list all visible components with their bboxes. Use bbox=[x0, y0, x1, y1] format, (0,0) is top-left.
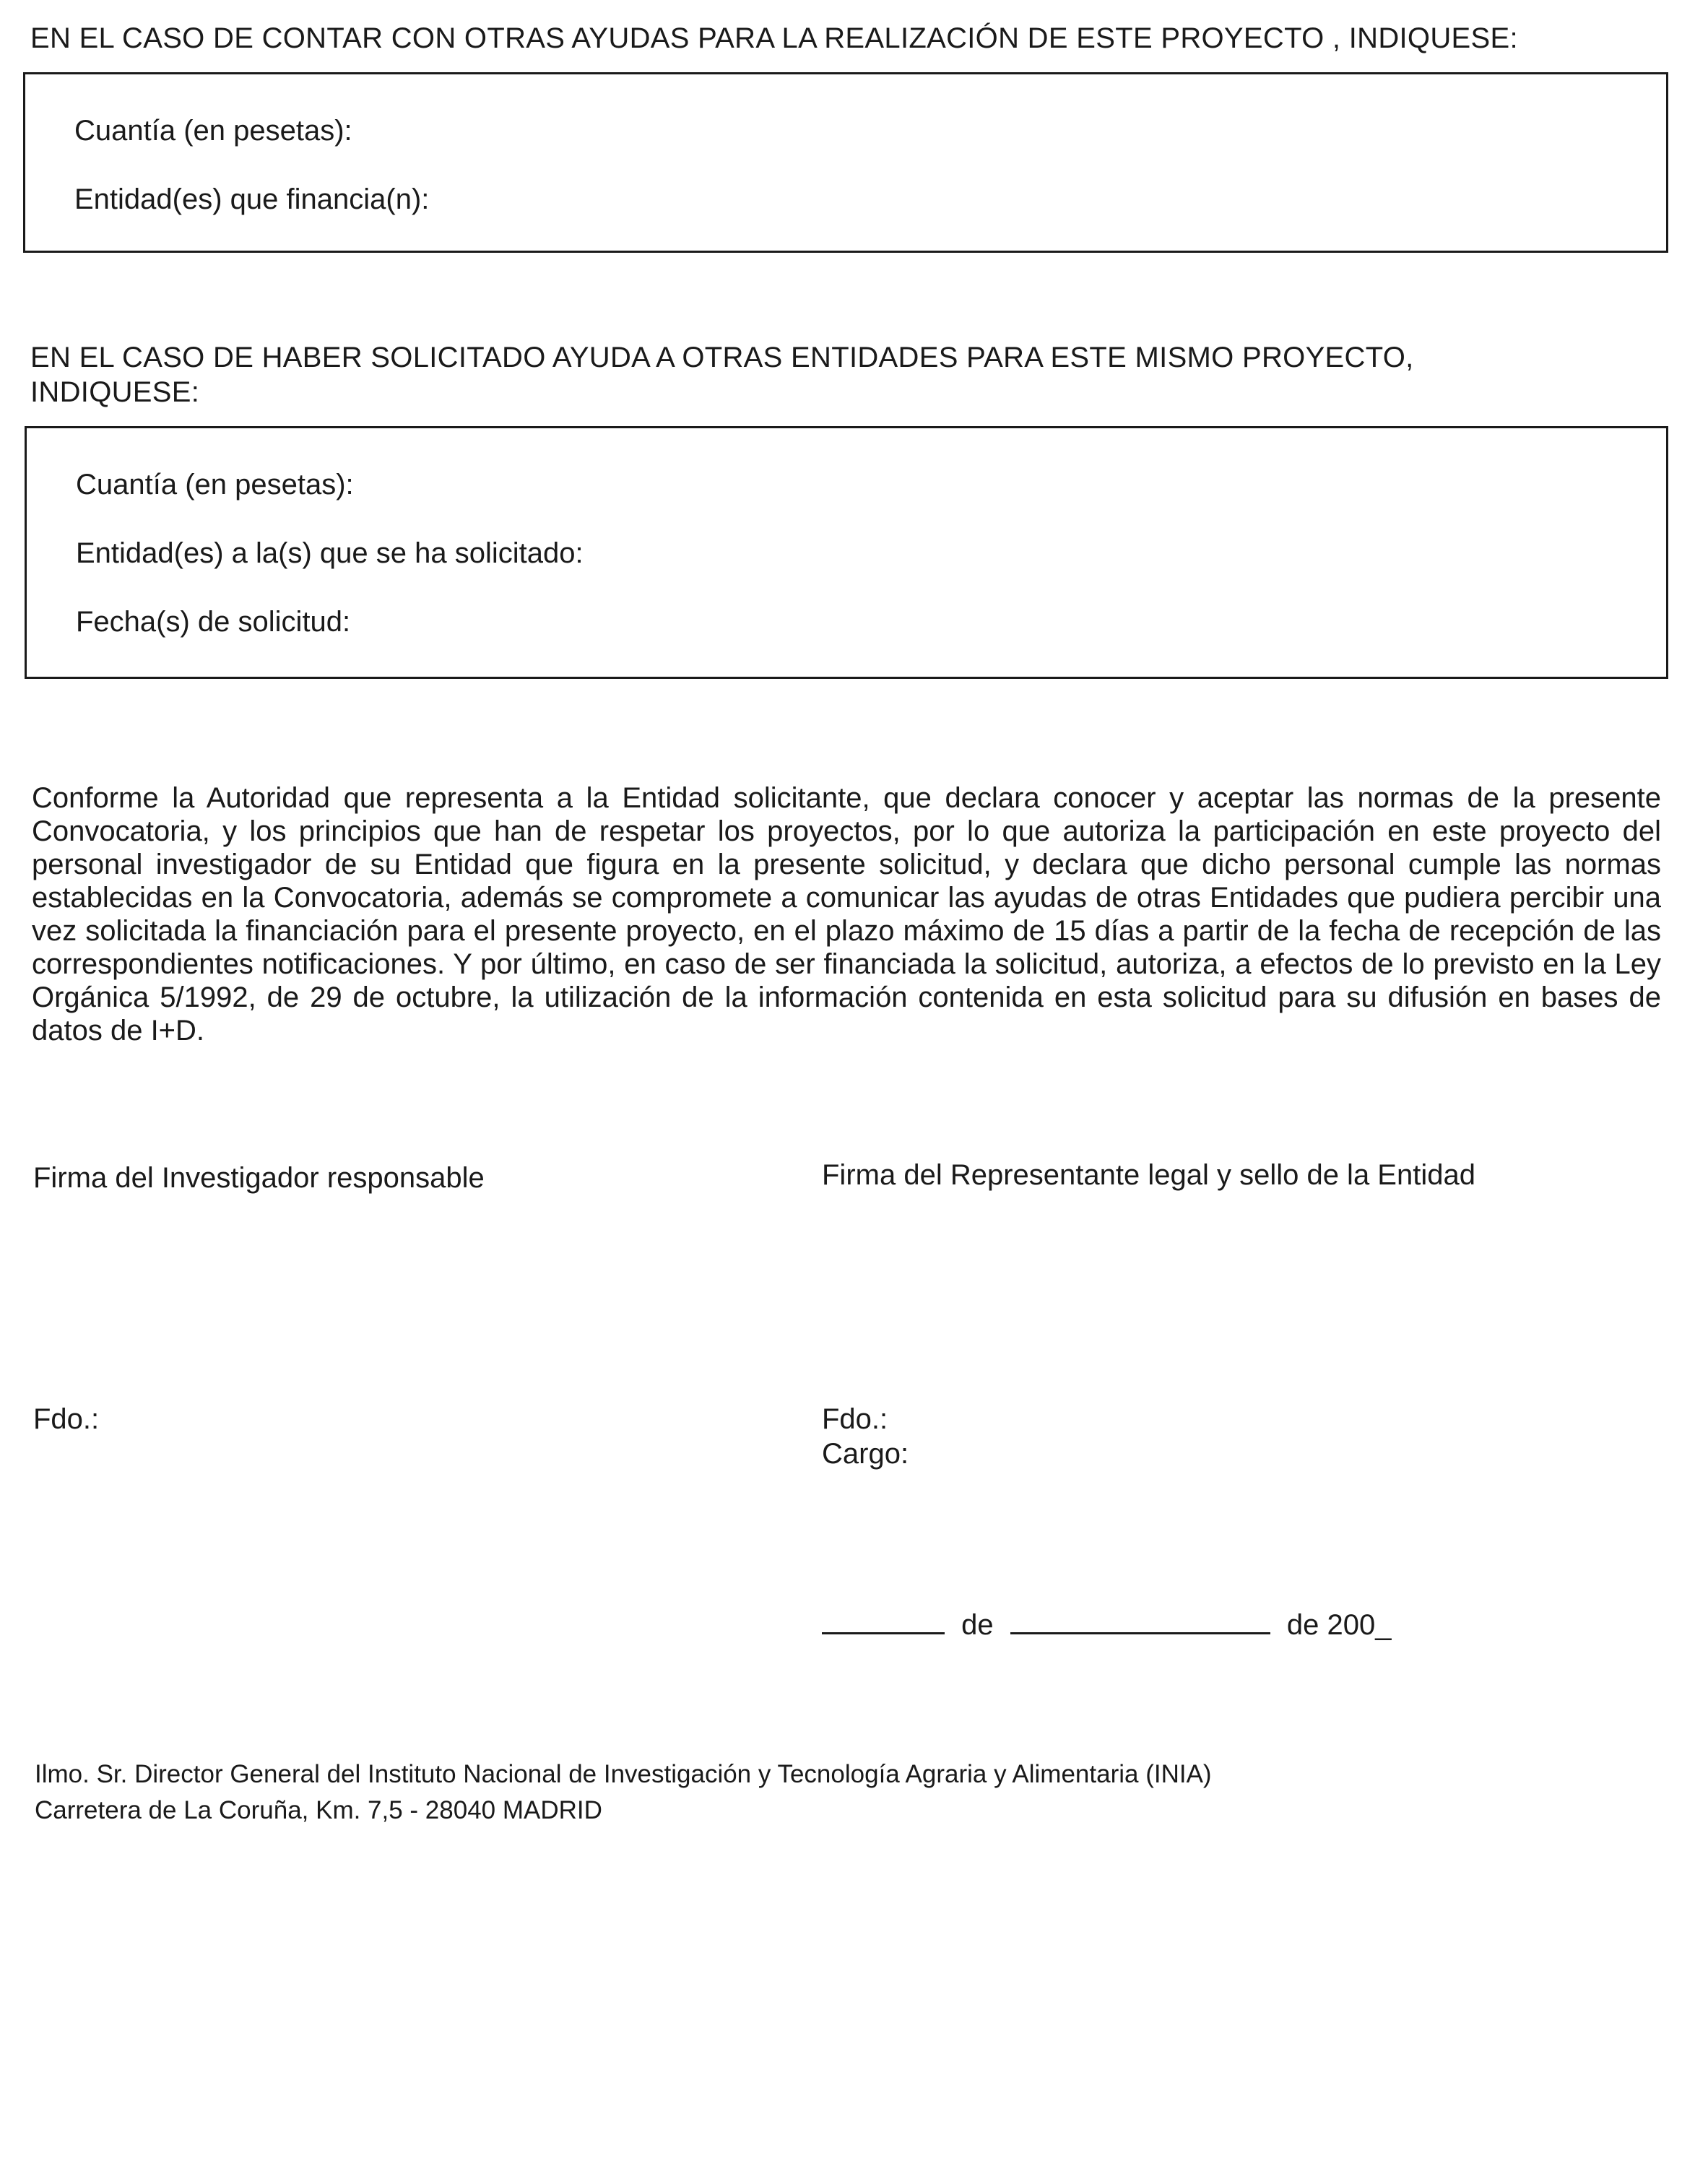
investigator-fdo-label: Fdo.: bbox=[33, 1403, 100, 1435]
date-de-1: de bbox=[961, 1609, 994, 1641]
section2-heading-line1: EN EL CASO DE HABER SOLICITADO AYUDA A OTRAS ENTIDADES PARA ESTE MISMO PROYECTO, bbox=[30, 342, 1414, 373]
month-blank[interactable] bbox=[1010, 1606, 1270, 1634]
day-blank[interactable] bbox=[822, 1606, 945, 1634]
requested-amount-field-label: Cuantía (en pesetas): bbox=[76, 469, 354, 500]
date-line bbox=[822, 1606, 1391, 1642]
request-date-field-label: Fecha(s) de solicitud: bbox=[76, 606, 351, 638]
amount-field-label: Cuantía (en pesetas): bbox=[74, 115, 352, 147]
requested-funding-box bbox=[25, 426, 1668, 679]
date-de-2: de 200_ bbox=[1286, 1609, 1392, 1641]
representative-signature-title: Firma del Representante legal y sello de la Entidad bbox=[822, 1159, 1475, 1191]
address-line: Carretera de La Coruña, Km. 7,5 - 28040 MADRID bbox=[35, 1796, 602, 1824]
representative-cargo-label: Cargo: bbox=[822, 1438, 909, 1470]
requested-entity-field-label: Entidad(es) a la(s) que se ha solicitado: bbox=[76, 537, 584, 569]
other-funding-box bbox=[23, 72, 1668, 253]
addressee-line: Ilmo. Sr. Director General del Instituto Nacional de Investigación y Tecnología Agraria y Alimentaria (INIA) bbox=[35, 1760, 1212, 1788]
investigator-signature-title: Firma del Investigador responsable bbox=[33, 1162, 485, 1194]
declaration-paragraph: Conforme la Autoridad que representa a la Entidad solicitante, que declara conocer y aceptar las normas de la presente Convocatoria, y los principios que han de respetar los proyectos, por lo que autoriza la participación en este proyecto del personal investigador de su Entidad que figura en la presente solicitud, y declara que dicho personal cumple las normas establecidas en la Convocatoria, además se compromete a comunicar las ayudas de otras Entidades que pudiera percibir una vez solicitada la financiación para el presente proyecto, en el plazo máximo de 15 días a partir de la fecha de recepción de las correspondientes notificaciones. Y por último, en caso de ser financiada la solicitud, autoriza, a efectos de lo previsto en la Ley Orgánica 5/1992, de 29 de octubre, la utilización de la información contenida en esta solicitud para su difusión en bases de datos de I+D. bbox=[32, 782, 1661, 1046]
section1-heading: EN EL CASO DE CONTAR CON OTRAS AYUDAS PARA LA REALIZACIÓN DE ESTE PROYECTO , INDIQUESE: bbox=[30, 22, 1518, 54]
section2-heading-line2: INDIQUESE: bbox=[30, 376, 200, 408]
representative-fdo-label: Fdo.: bbox=[822, 1403, 888, 1435]
funding-entity-field-label: Entidad(es) que financia(n): bbox=[74, 183, 430, 215]
